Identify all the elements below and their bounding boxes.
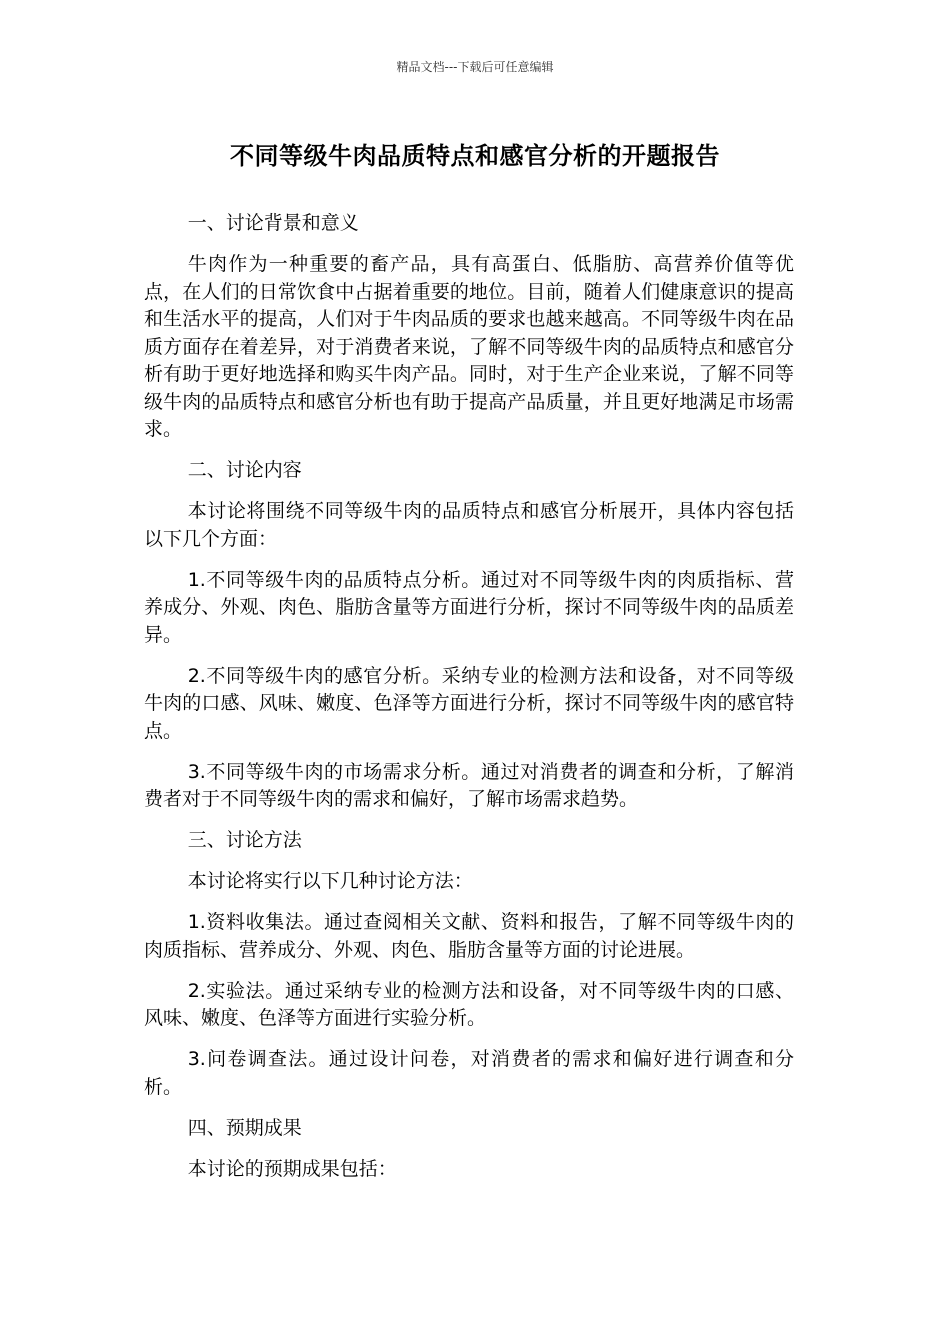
paragraph-methods-item-3: 3.问卷调查法。通过设计问卷，对消费者的需求和偏好进行调查和分析。 [144,1048,794,1098]
document-title: 不同等级牛肉品质特点和感官分析的开题报告 [230,142,720,170]
section-heading-outcomes: 四、预期成果 [187,1116,302,1139]
document-body [144,210,794,1197]
paragraph-methods-item-1: 1.资料收集法。通过查阅相关文献、资料和报告，了解不同等级牛肉的肉质指标、营养成分、外观、肉色、脂肪含量等方面的讨论进展。 [144,911,794,961]
paragraph-content-item-3: 3.不同等级牛肉的市场需求分析。通过对消费者的调查和分析，了解消费者对于不同等级牛肉的需求和偏好，了解市场需求趋势。 [144,760,794,810]
paragraph-content-item-1: 1.不同等级牛肉的品质特点分析。通过对不同等级牛肉的肉质指标、营养成分、外观、肉色、脂肪含量等方面进行分析，探讨不同等级牛肉的品质差异。 [144,568,794,646]
paragraph-background: 牛肉作为一种重要的畜产品，具有高蛋白、低脂肪、高营养价值等优点，在人们的日常饮食中占据着重要的地位。目前，随着人们健康意识的提高和生活水平的提高，人们对于牛肉品质的要求也越来越高。不同等级牛肉在品质方面存在着差异，对于消费者来说，了解不同等级牛肉的品质特点和感官分析有助于更好地选择和购买牛肉产品。同时，对于生产企业来说，了解不同等级牛肉的品质特点和感官分析也有助于提高产品质量，并且更好地满足市场需求。 [144,253,794,440]
section-heading-background: 一、讨论背景和意义 [187,212,359,234]
section-heading-content: 二、讨论内容 [187,459,302,481]
paragraph-content-item-2: 2.不同等级牛肉的感官分析。采纳专业的检测方法和设备，对不同等级牛肉的口感、风味、嫩度、色泽等方面进行分析，探讨不同等级牛肉的感官特点。 [144,664,794,742]
paragraph-content-intro: 本讨论将围绕不同等级牛肉的品质特点和感官分析展开，具体内容包括以下几个方面： [144,500,794,550]
page-header-watermark: 精品文档---下载后可任意编辑 [396,60,554,74]
section-heading-methods: 三、讨论方法 [187,829,302,851]
paragraph-outcomes-intro: 本讨论的预期成果包括： [187,1157,397,1180]
paragraph-methods-intro: 本讨论将实行以下几种讨论方法： [187,870,473,892]
paragraph-methods-item-2: 2.实验法。通过采纳专业的检测方法和设备，对不同等级牛肉的口感、风味、嫩度、色泽等方面进行实验分析。 [144,979,794,1029]
